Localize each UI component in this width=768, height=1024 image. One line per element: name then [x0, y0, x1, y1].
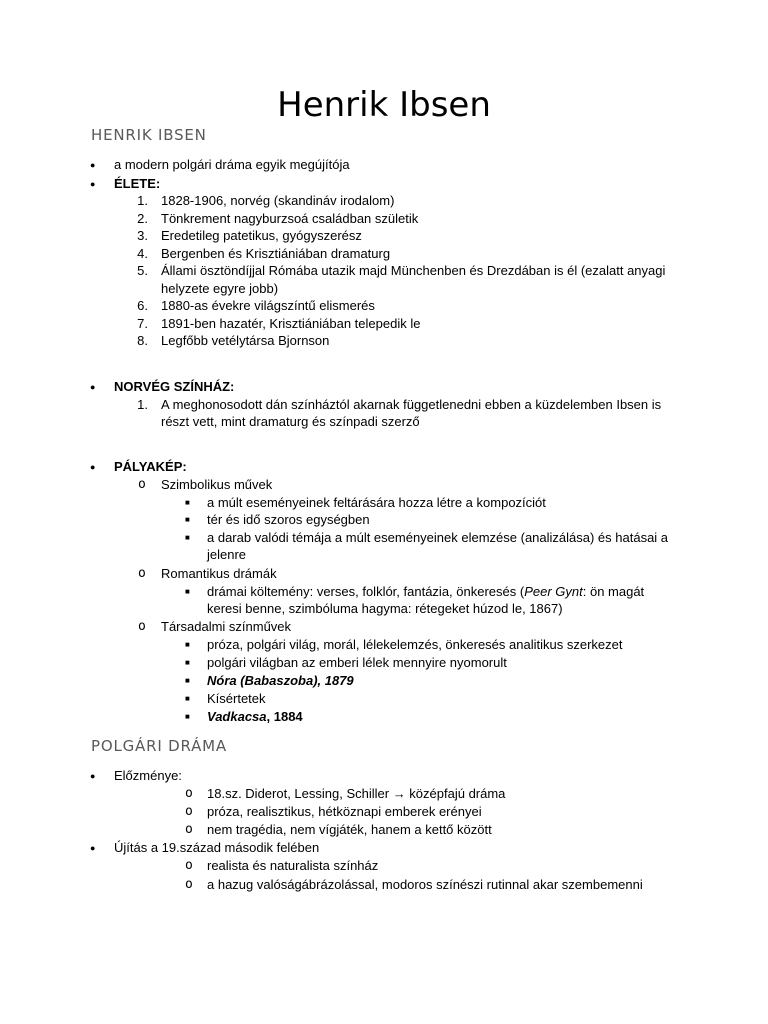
- list-number: 6.: [137, 298, 148, 313]
- list-number: 1.: [137, 193, 148, 208]
- list-number: 4.: [137, 246, 148, 261]
- bullet-square: ■: [185, 587, 190, 596]
- bullet-circle: o: [138, 619, 146, 634]
- bullet-disc: ●: [90, 382, 96, 392]
- list-item-continuation: jelenre: [207, 547, 247, 562]
- document-title: Henrik Ibsen: [277, 85, 491, 125]
- list-item-continuation: helyzete egyre jobb): [161, 281, 279, 296]
- norveg-label: NORVÉG SZÍNHÁZ:: [114, 379, 235, 394]
- bullet-circle: o: [185, 786, 193, 801]
- list-number: 1.: [137, 397, 148, 412]
- bullet-circle: o: [185, 822, 193, 837]
- list-item: Legfőbb vetélytársa Bjornson: [161, 333, 330, 348]
- list-item: Kísértetek: [207, 691, 266, 706]
- bullet-square: ■: [185, 694, 190, 703]
- list-number: 5.: [137, 263, 148, 278]
- list-item: 18.sz. Diderot, Lessing, Schiller → középfajú dráma: [207, 786, 506, 801]
- sublist-heading: Romantikus drámák: [161, 566, 277, 581]
- ujitas-label: Újítás a 19.század második felében: [114, 840, 320, 855]
- list-item: 1891-ben hazatér, Krisztiániában telepedik le: [161, 316, 421, 331]
- list-item-vadkacsa: Vadkacsa, 1884: [207, 709, 303, 724]
- work-title: Peer Gynt: [524, 584, 583, 599]
- bullet-square: ■: [185, 658, 190, 667]
- list-number: 3.: [137, 228, 148, 243]
- bullet-square: ■: [185, 533, 190, 542]
- intro-text: a modern polgári dráma egyik megújítója: [114, 157, 350, 172]
- list-item: Eredetileg patetikus, gyógyszerész: [161, 228, 362, 243]
- list-item: polgári világban az emberi lélek mennyire nyomorult: [207, 655, 507, 670]
- elozmenye-label: Előzménye:: [114, 768, 182, 783]
- bullet-square: ■: [185, 498, 190, 507]
- list-item: próza, realisztikus, hétköznapi emberek erényei: [207, 804, 482, 819]
- bullet-circle: o: [138, 477, 146, 492]
- list-item: Tönkrement nagyburzsoá családban születik: [161, 211, 419, 226]
- bullet-disc: ●: [90, 771, 96, 781]
- sublist-heading: Társadalmi színművek: [161, 619, 292, 634]
- bullet-disc: ●: [90, 843, 96, 853]
- list-item: drámai költemény: verses, folklór, fantázia, önkeresés (Peer Gynt: ön magát: [207, 584, 645, 599]
- list-item-nora: Nóra (Babaszoba), 1879: [207, 673, 354, 688]
- list-item: a hazug valóságábrázolással, modoros színészi rutinnal akar szembemenni: [207, 877, 643, 892]
- list-item: Bergenben és Krisztiániában dramaturg: [161, 246, 391, 261]
- list-item: tér és idő szoros egységben: [207, 512, 370, 527]
- palyakep-label: PÁLYAKÉP:: [114, 459, 187, 474]
- list-item-continuation: keresi benne, szimbóluma hagyma: rétegeket húzod le, 1867): [207, 601, 563, 616]
- bullet-square: ■: [185, 640, 190, 649]
- list-number: 7.: [137, 316, 148, 331]
- elete-label: ÉLETE:: [114, 176, 161, 191]
- list-item: próza, polgári világ, morál, lélekelemzés, önkeresés analitikus szerkezet: [207, 637, 623, 652]
- section-heading-polgari-drama: POLGÁRI DRÁMA: [91, 737, 227, 755]
- bullet-circle: o: [138, 566, 146, 581]
- bullet-disc: ●: [90, 179, 96, 189]
- bullet-square: ■: [185, 676, 190, 685]
- section-heading-henrik-ibsen: HENRIK IBSEN: [91, 126, 207, 144]
- sublist-heading: Szimbolikus művek: [161, 477, 273, 492]
- bullet-circle: o: [185, 804, 193, 819]
- list-item-continuation: részt vett, mint dramaturg és színpadi szerző: [161, 414, 420, 429]
- bullet-disc: ●: [90, 462, 96, 472]
- list-item: a múlt eseményeinek feltárására hozza létre a kompozíciót: [207, 495, 546, 510]
- list-item: realista és naturalista színház: [207, 858, 379, 873]
- list-item: a darab valódi témája a múlt eseményeinek elemzése (analizálása) és hatásai a: [207, 530, 669, 545]
- list-item: A meghonosodott dán színháztól akarnak függetlenedni ebben a küzdelemben Ibsen is: [161, 397, 662, 412]
- list-item: 1880-as évekre világszíntű elismerés: [161, 298, 375, 313]
- list-item: 1828-1906, norvég (skandináv irodalom): [161, 193, 395, 208]
- list-number: 8.: [137, 333, 148, 348]
- bullet-square: ■: [185, 712, 190, 721]
- list-item: Állami ösztöndíjjal Rómába utazik majd Münchenben és Drezdában is él (ezalatt anyagi: [161, 263, 666, 278]
- bullet-square: ■: [185, 515, 190, 524]
- bullet-disc: ●: [90, 160, 96, 170]
- list-number: 2.: [137, 211, 148, 226]
- list-item: nem tragédia, nem vígjáték, hanem a kettő között: [207, 822, 492, 837]
- bullet-circle: o: [185, 877, 193, 892]
- bullet-circle: o: [185, 858, 193, 873]
